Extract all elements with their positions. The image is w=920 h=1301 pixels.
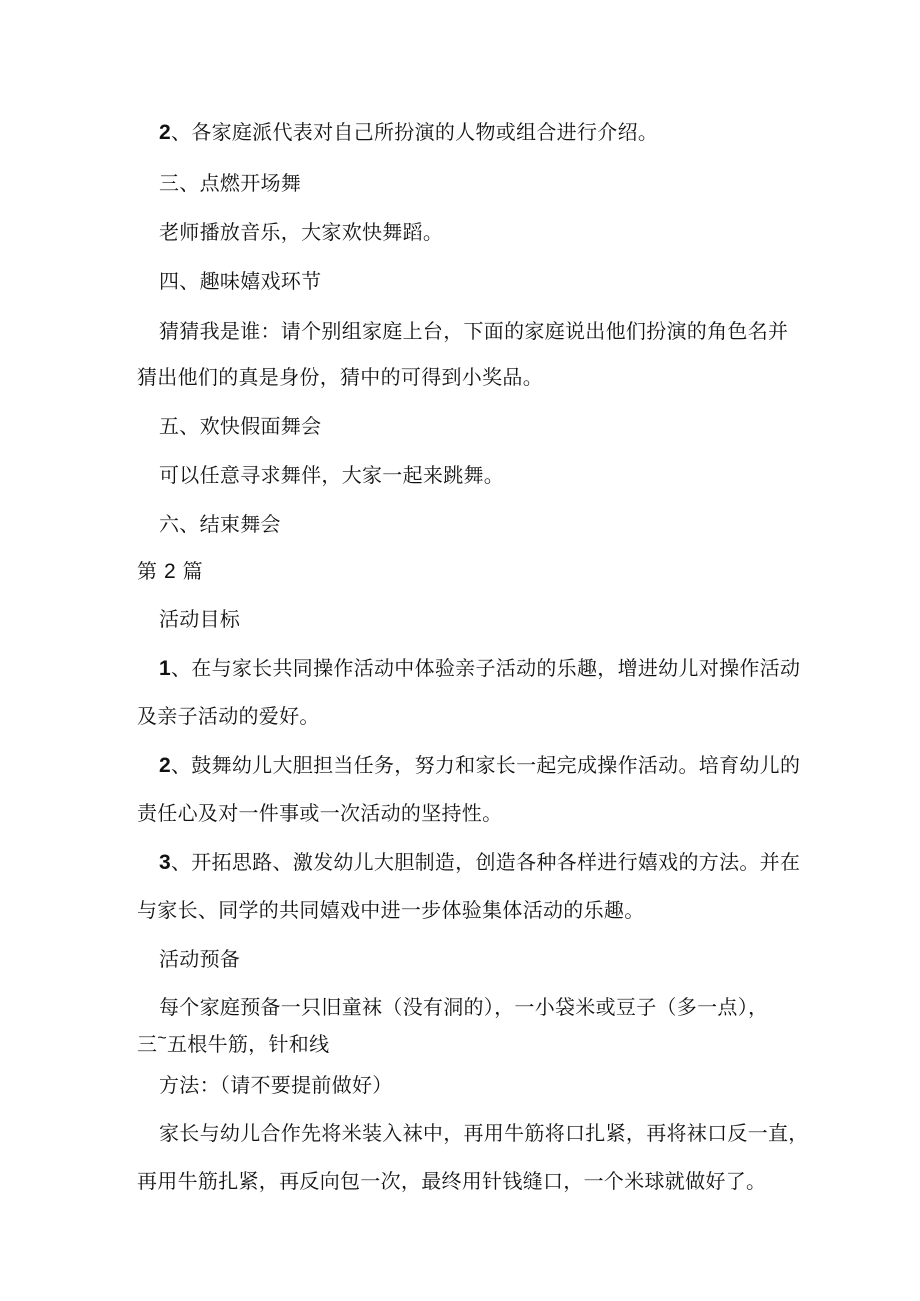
line-text: 及亲子活动的爱好。 bbox=[137, 704, 320, 728]
line-text: 、开拓思路、激发幼儿大胆制造，创造各种各样进行嬉戏的方法。并在 bbox=[170, 850, 801, 874]
line-text: 可以任意寻求舞伴，大家一起来跳舞。 bbox=[159, 463, 505, 487]
section-heading-4 bbox=[159, 268, 321, 294]
subsection-heading bbox=[159, 1072, 393, 1098]
paragraph-line bbox=[137, 703, 320, 729]
paragraph-line bbox=[137, 1168, 766, 1194]
list-number: 1 bbox=[159, 657, 171, 680]
section-heading-5 bbox=[159, 413, 321, 439]
line-prefix: 三 bbox=[137, 1032, 158, 1056]
paragraph-line-goal-1 bbox=[159, 655, 800, 682]
line-text: 每个家庭预备一只旧童袜（没有洞的），一小袋米或豆子（多一点）， bbox=[159, 995, 769, 1019]
line-text: 猜出他们的真是身份，猜中的可得到小奖品。 bbox=[137, 365, 543, 389]
section-heading-6 bbox=[159, 511, 281, 537]
paragraph-line bbox=[159, 994, 768, 1020]
line-text: 活动预备 bbox=[159, 947, 241, 971]
line-text: 、鼓舞幼儿大胆担当任务，努力和家长一起完成操作活动。培育幼儿的 bbox=[170, 753, 801, 777]
paragraph-line bbox=[159, 318, 788, 344]
article-heading bbox=[137, 558, 203, 585]
line-text: 方法：（请不要提前做好） bbox=[159, 1073, 393, 1097]
line-text: 猜猜我是谁：请个别组家庭上台，下面的家庭说出他们扮演的角色名并 bbox=[159, 319, 789, 343]
line-text: 三、点燃开场舞 bbox=[159, 171, 302, 195]
paragraph-line bbox=[159, 1120, 809, 1146]
list-number: 2 bbox=[159, 121, 171, 144]
paragraph-line bbox=[159, 462, 504, 488]
list-number: 2 bbox=[159, 754, 171, 777]
paragraph-line bbox=[137, 897, 645, 923]
line-text: 、在与家长共同操作活动中体验亲子活动的乐趣，增进幼儿对操作活动 bbox=[170, 656, 801, 680]
line-text: 老师播放音乐，大家欢快舞蹈。 bbox=[159, 220, 444, 244]
paragraph-line bbox=[159, 219, 443, 245]
line-text: 、各家庭派代表对自己所扮演的人物或组合进行介绍。 bbox=[170, 120, 659, 144]
line-text: 与家长、同学的共同嬉戏中进一步体验集体活动的乐趣。 bbox=[137, 898, 645, 922]
heading-prefix: 第 bbox=[137, 559, 164, 583]
paragraph-line bbox=[137, 1026, 329, 1057]
line-text: 五、欢快假面舞会 bbox=[159, 414, 322, 438]
line-text: 再用牛筋扎紧，再反向包一次，最终用针钱缝口，一个米球就做好了。 bbox=[137, 1169, 767, 1193]
paragraph-line-goal-2 bbox=[159, 752, 800, 779]
line-text: 四、趣味嬉戏环节 bbox=[159, 269, 322, 293]
paragraph-line bbox=[137, 364, 543, 390]
section-heading-3 bbox=[159, 170, 301, 196]
line-text: 责任心及对一件事或一次活动的坚持性。 bbox=[137, 801, 503, 825]
paragraph-line bbox=[137, 800, 502, 826]
paragraph-line-goal-3 bbox=[159, 849, 800, 876]
line-text: 家长与幼儿合作先将米装入袜中，再用牛筋将口扎紧，再将袜口反一直， bbox=[159, 1121, 809, 1145]
tilde-mark: ~ bbox=[157, 1030, 167, 1047]
line-text: 六、结束舞会 bbox=[159, 512, 281, 536]
subsection-heading bbox=[159, 606, 240, 632]
line-text: 五根牛筋，针和线 bbox=[166, 1032, 330, 1056]
subsection-heading bbox=[159, 946, 240, 972]
article-number: 2 bbox=[163, 560, 176, 583]
heading-suffix: 篇 bbox=[175, 559, 203, 583]
list-number: 3 bbox=[159, 851, 171, 874]
paragraph-line-intro-step-2 bbox=[159, 119, 658, 146]
line-text: 活动目标 bbox=[159, 607, 241, 631]
